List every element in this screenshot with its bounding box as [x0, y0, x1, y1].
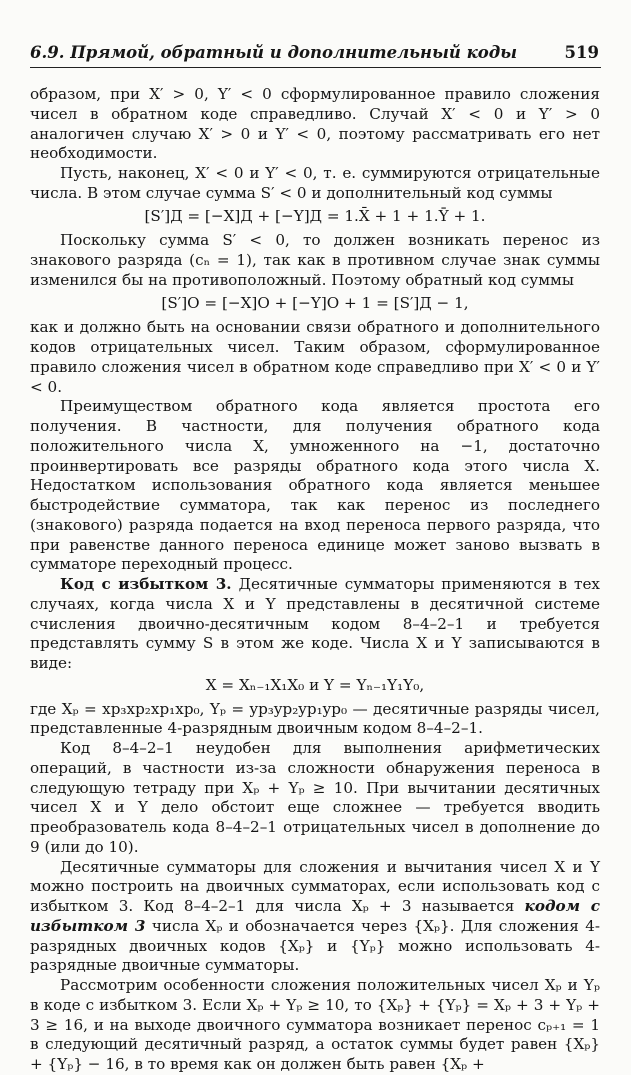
paragraph-text: Десятичные сумматоры для сложения и вычитания чисел X и Y можно построить на двоичных сумматорах, если использовать код с избытком 3. Код 8–4–2–1 для числа Xₚ + 3 называется — [30, 857, 600, 915]
defined-term: кодом с избытком 3 — [30, 897, 600, 935]
paragraph — [30, 858, 600, 977]
paragraph: образом, при X′ > 0, Y′ < 0 сформулированное правило сложения чисел в обратном коде справедливо. Случай X′ < 0 и Y′ > 0 аналогичен случаю X′ > 0 и Y′ < 0, поэтому рассматривать его нет необходимости. — [30, 85, 600, 163]
paragraph-text: числа Xₚ и обозначается через {Xₚ}. Для сложения 4-разрядных двоичных кодов {Xₚ} и {Yₚ} можно использовать 4-разрядные двоичные сумматоры. — [30, 916, 601, 975]
paragraph: Преимуществом обратного кода является простота его получения. В частности, для получения обратного кода положительного числа X, умноженного на −1, достаточно проинвертировать все разряды обратного кода этого числа X. Недостатком использования обратного кода является меньшее быстродействие сумматора, так как перенос из последнего (знакового) разряда подается на вход переноса первого разряда, что при равенстве данного переноса единице может заново вызвать в сумматоре переходный процесс. — [30, 397, 600, 574]
page-number: 519 — [564, 43, 599, 62]
paragraph — [30, 575, 600, 674]
paragraph: Код 8–4–2–1 неудобен для выполнения арифметических операций, в частности из-за сложности обнаружения переноса в следующую тетраду при Xₚ + Yₚ ≥ 10. При вычитании десятичных чисел X и Y дело обстоит еще сложнее — требуется вводить преобразователь кода 8–4–2–1 отрицательных чисел в дополнение до 9 (или до 10). — [30, 739, 600, 856]
running-header — [30, 41, 601, 68]
equation: [S′]Д = [−X]Д + [−Y]Д = 1.X̄ + 1 + 1.Ȳ + 1. — [144, 206, 486, 225]
equation: X = Xₙ₋₁X₁X₀ и Y = Yₙ₋₁Y₁Y₀, — [205, 675, 425, 694]
section-title: 6.9. Прямой, обратный и дополнительный коды — [30, 43, 518, 62]
paragraph-text: Десятичные сумматоры применяются в тех случаях, когда числа X и Y представлены в десятичной системе счисления двоично-десятичным кодом 8–4–2–1 и требуется представлять сумму S в этом же коде. Числа X и Y записываются в виде: — [30, 575, 601, 672]
paragraph: где Xₚ = xp₃xp₂xp₁xp₀, Yₚ = yp₃yp₂yp₁yp₀ — десятичные разряды чисел, представленные 4-разрядным двоичным кодом 8–4–2–1. — [30, 699, 600, 738]
page-body — [30, 85, 600, 1075]
paragraph: Поскольку сумма S′ < 0, то должен возникать перенос из знакового разряда (cₙ = 1), так как в противном случае знак суммы изменился бы на противоположный. Поэтому обратный код суммы — [30, 231, 600, 289]
paragraph: Рассмотрим особенности сложения положительных чисел Xₚ и Yₚ в коде с избытком 3. Если Xₚ + Yₚ ≥ 10, то {Xₚ} + {Yₚ} = Xₚ + 3 + Yₚ + 3 ≥ 16, и на выходе двоичного сумматора возникает перенос cₚ₊₁ = 1 в следующий десятичный разряд, а остаток суммы будет равен {Xₚ} + {Yₚ} − 16, в то время как он должен быть равен {Xₚ + — [30, 976, 600, 1073]
run-in-heading: Код с избытком 3. — [60, 575, 232, 593]
equation: [S′]О = [−X]О + [−Y]О + 1 = [S′]Д − 1, — [161, 293, 469, 312]
paragraph: как и должно быть на основании связи обратного и дополнительного кодов отрицательных чисел. Таким образом, сформулированное правило сложения чисел в обратном коде справедливо при X′ < 0 и Y′ < 0. — [30, 318, 600, 396]
paragraph: Пусть, наконец, X′ < 0 и Y′ < 0, т. е. суммируются отрицательные числа. В этом случае сумма S′ < 0 и дополнительный код суммы — [30, 164, 600, 202]
